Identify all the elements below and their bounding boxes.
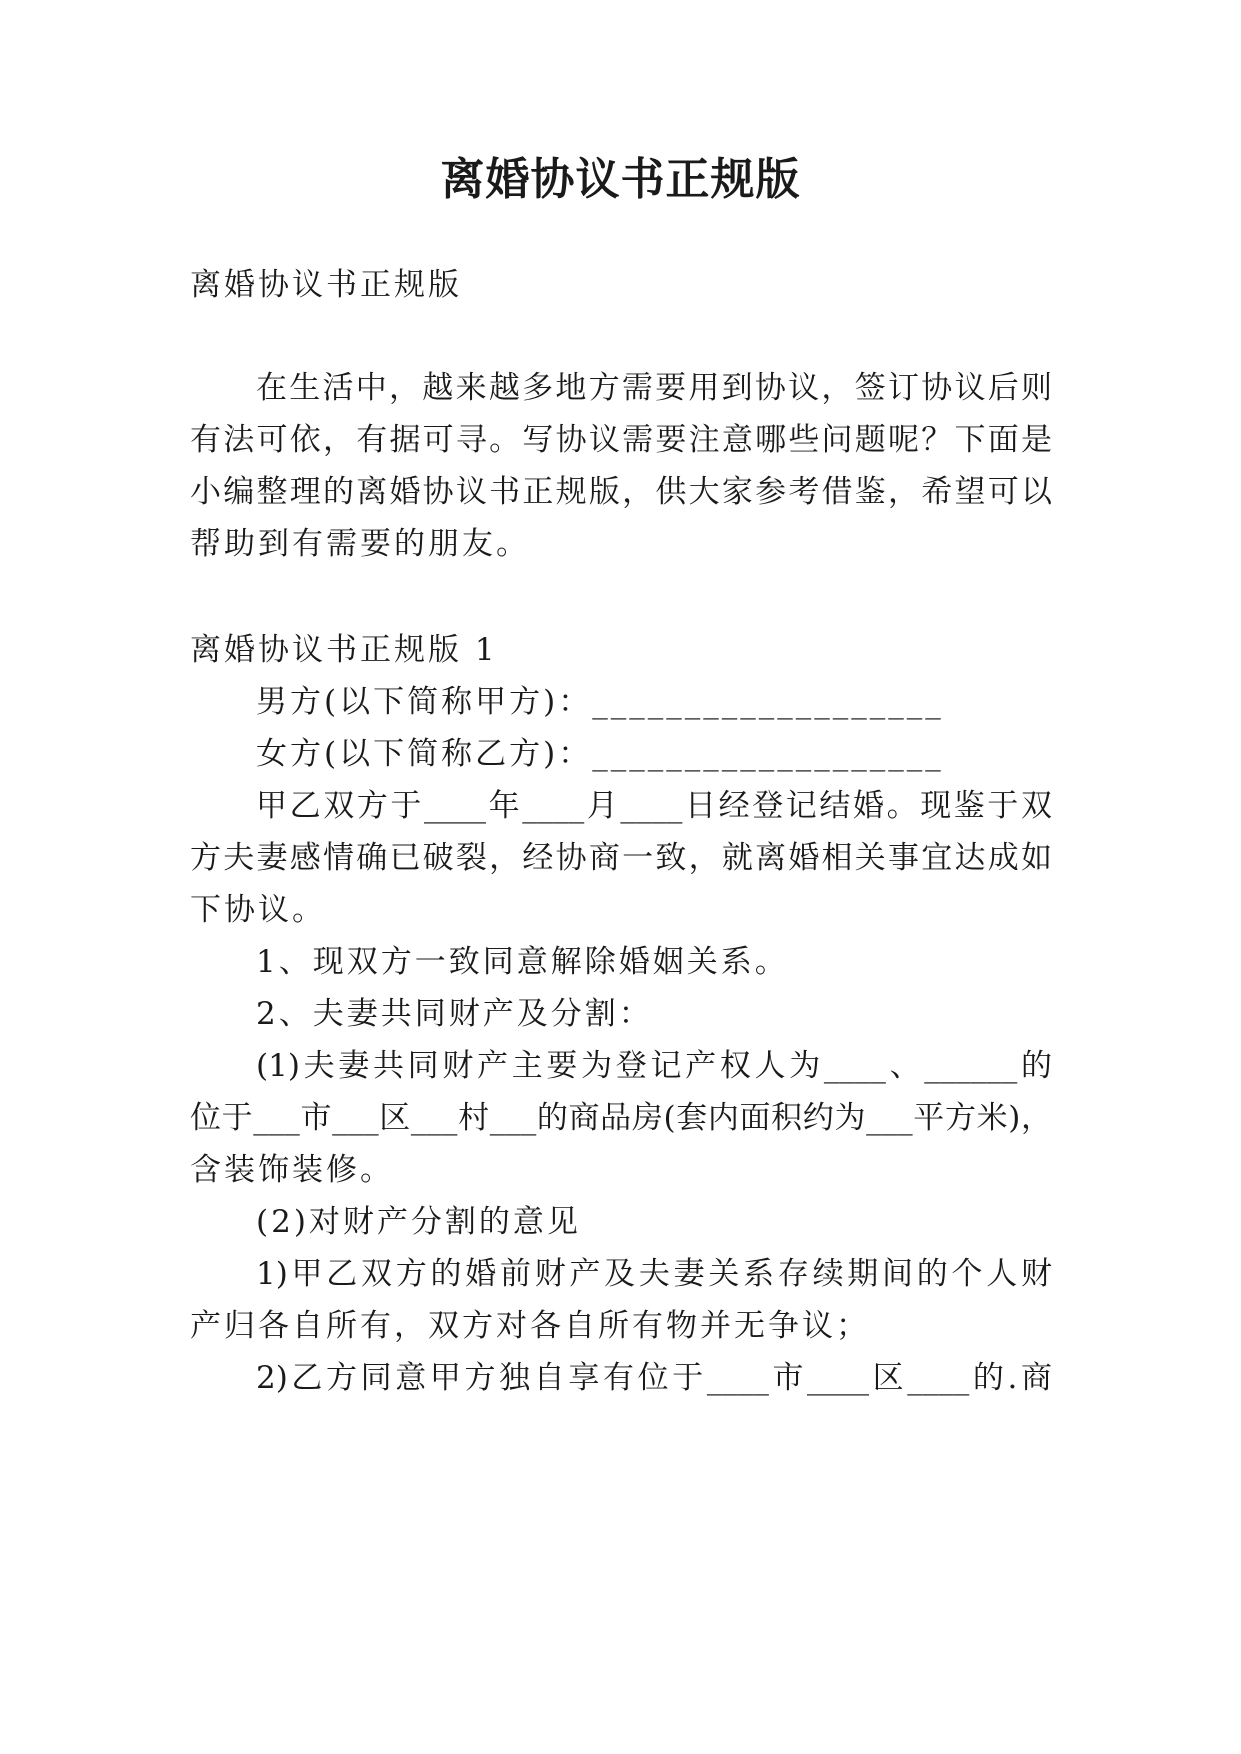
document-subtitle: 离婚协议书正规版 [190, 267, 462, 303]
agreement-line-1: 甲乙双方于____年____月____日经登记结婚。现鉴于双 [256, 788, 1052, 824]
property-line-2: 位于___市___区___村___的商品房(套内面积约为___平方米)， [190, 1100, 1052, 1136]
property-line-1: (1)夫妻共同财产主要为登记产权人为____、______的 [256, 1048, 1052, 1084]
female-party-line: 女方(以下简称乙方)：___________________ [256, 736, 944, 772]
intro-line-1: 在生活中，越来越多地方需要用到协议，签订协议后则 [256, 370, 1052, 406]
division-1-line-1: 1)甲乙双方的婚前财产及夫妻关系存续期间的个人财 [256, 1256, 1052, 1292]
agreement-line-2: 方夫妻感情确已破裂，经协商一致，就离婚相关事宜达成如 [190, 840, 1052, 876]
clause-1: 1、现双方一致同意解除婚姻关系。 [256, 944, 789, 980]
section-heading: 离婚协议书正规版 1 [190, 632, 498, 668]
document-title: 离婚协议书正规版 [440, 154, 801, 205]
agreement-line-3: 下协议。 [190, 892, 326, 928]
property-line-3: 含装饰装修。 [190, 1152, 394, 1188]
intro-line-2: 有法可依，有据可寻。写协议需要注意哪些问题呢？下面是 [190, 422, 1052, 458]
intro-line-4: 帮助到有需要的朋友。 [190, 526, 530, 562]
division-2-line: 2)乙方同意甲方独自享有位于____市____区____的.商 [256, 1360, 1052, 1396]
division-1-line-2: 产归各自所有，双方对各自所有物并无争议； [190, 1308, 870, 1344]
male-party-line: 男方(以下简称甲方)：___________________ [256, 684, 944, 720]
intro-line-3: 小编整理的离婚协议书正规版，供大家参考借鉴，希望可以 [190, 474, 1052, 510]
clause-2: 2、夫妻共同财产及分割： [256, 996, 653, 1032]
division-heading: (2)对财产分割的意见 [256, 1204, 581, 1240]
